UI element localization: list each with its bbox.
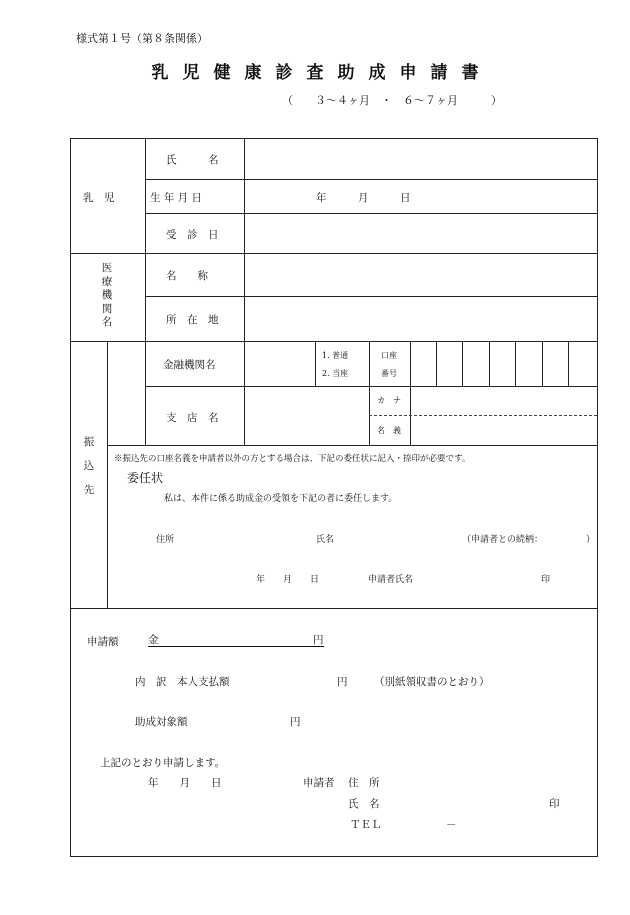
medical-name-field[interactable] <box>248 257 593 293</box>
account-type-2[interactable]: 2. 当座 <box>322 369 349 378</box>
col-divider <box>369 341 370 445</box>
proxy-date: 年 月 日 <box>256 575 320 585</box>
amount-label: 申請額 <box>87 636 119 648</box>
applicant-name-label: 氏 名 <box>348 798 380 810</box>
breakdown-note: （別紙領収書のとおり） <box>374 676 490 688</box>
branch-name-field[interactable] <box>248 390 366 442</box>
proxy-note: ※振込先の口座名義を申請者以外の方とする場合は、下記の委任状に記入・捺印が必要です。 <box>114 454 471 464</box>
col-divider <box>315 341 316 386</box>
exam-date-field[interactable] <box>248 217 593 250</box>
applicant-seal: 印 <box>549 798 560 810</box>
form-title: 乳児健康診査助成申請書 <box>151 63 493 83</box>
proxy-title: 委任状 <box>127 471 164 485</box>
amount-field[interactable] <box>148 632 324 647</box>
form-subtitle: （ ３～４ヶ月 ・ ６～７ヶ月 ） <box>282 94 502 107</box>
digit-divider <box>436 341 437 386</box>
row-divider <box>145 179 597 180</box>
col-divider <box>145 138 146 341</box>
infant-name-label: 氏 名 <box>166 154 219 166</box>
branch-name-label: 支 店 名 <box>166 412 219 424</box>
account-type-1[interactable]: 1. 普通 <box>322 351 349 360</box>
table-left-border <box>70 138 71 857</box>
medical-label: 医療機関名 <box>101 262 113 328</box>
infant-name-field[interactable] <box>248 143 593 176</box>
kana-dashed-divider <box>369 415 597 416</box>
account-no-label-2: 番号 <box>381 369 397 378</box>
breakdown-label: 内 訳 本人支払額 <box>135 676 230 688</box>
applicant-label: 申請者 <box>303 777 335 789</box>
medical-address-label: 所 在 地 <box>166 314 219 326</box>
digit-divider <box>489 341 490 386</box>
table-top-border <box>70 138 598 139</box>
account-no-label-1: 口座 <box>381 351 397 360</box>
section-divider <box>70 341 598 342</box>
col-divider <box>145 341 146 445</box>
table-bottom-border <box>70 856 598 857</box>
proxy-applicant-label: 申請者氏名 <box>368 575 414 585</box>
proxy-relation-label: （申請者との続柄： <box>462 535 544 545</box>
holder-label: 名 義 <box>377 426 401 435</box>
amount-unit: 円 <box>313 634 324 646</box>
section-divider <box>70 253 598 254</box>
digit-divider <box>462 341 463 386</box>
exam-date-label: 受 診 日 <box>166 229 219 241</box>
infant-birth-label: 生 年 月 日 <box>150 192 203 204</box>
medical-address-field[interactable] <box>248 300 593 338</box>
kana-field[interactable] <box>414 389 594 413</box>
infant-label: 乳 児 <box>83 192 115 204</box>
col-divider <box>244 341 245 445</box>
digit-divider <box>515 341 516 386</box>
declaration-text: 上記のとおり申請します。 <box>100 757 226 769</box>
bank-name-label: 金融機関名 <box>163 359 216 371</box>
col-divider <box>107 341 108 608</box>
table-right-border <box>597 138 598 857</box>
row-divider <box>145 213 597 214</box>
section-divider <box>70 608 598 609</box>
kana-label: カ ナ <box>377 396 401 405</box>
transfer-label: 振込先 <box>83 436 95 496</box>
breakdown-unit: 円 <box>337 676 348 688</box>
row-divider <box>145 386 597 387</box>
subsidy-label: 助成対象額 <box>135 716 188 728</box>
amount-prefix: 金 <box>148 634 159 646</box>
col-divider <box>244 138 245 341</box>
medical-name-label: 名 称 <box>166 270 208 282</box>
tel-dash: － <box>446 819 457 831</box>
application-date: 年 月 日 <box>148 777 222 789</box>
proxy-address-label: 住所 <box>156 535 175 545</box>
row-divider <box>107 445 597 446</box>
row-divider <box>145 296 597 297</box>
applicant-address-label: 住 所 <box>348 777 380 789</box>
form-number: 様式第１号（第８条関係） <box>76 32 208 45</box>
tel-label: ＴＥＬ <box>350 819 382 831</box>
col-divider <box>410 341 411 445</box>
digit-divider <box>568 341 569 386</box>
proxy-name-label: 氏名 <box>316 535 335 545</box>
digit-divider <box>542 341 543 386</box>
holder-field[interactable] <box>414 418 594 442</box>
proxy-text: 私は、本件に係る助成金の受領を下記の者に委任します。 <box>164 494 398 504</box>
birth-date-field[interactable]: 年 月 日 <box>316 192 411 204</box>
proxy-seal: 印 <box>541 575 551 585</box>
bank-name-field[interactable] <box>248 345 311 383</box>
proxy-relation-close: ） <box>586 535 596 545</box>
subsidy-unit: 円 <box>290 716 301 728</box>
